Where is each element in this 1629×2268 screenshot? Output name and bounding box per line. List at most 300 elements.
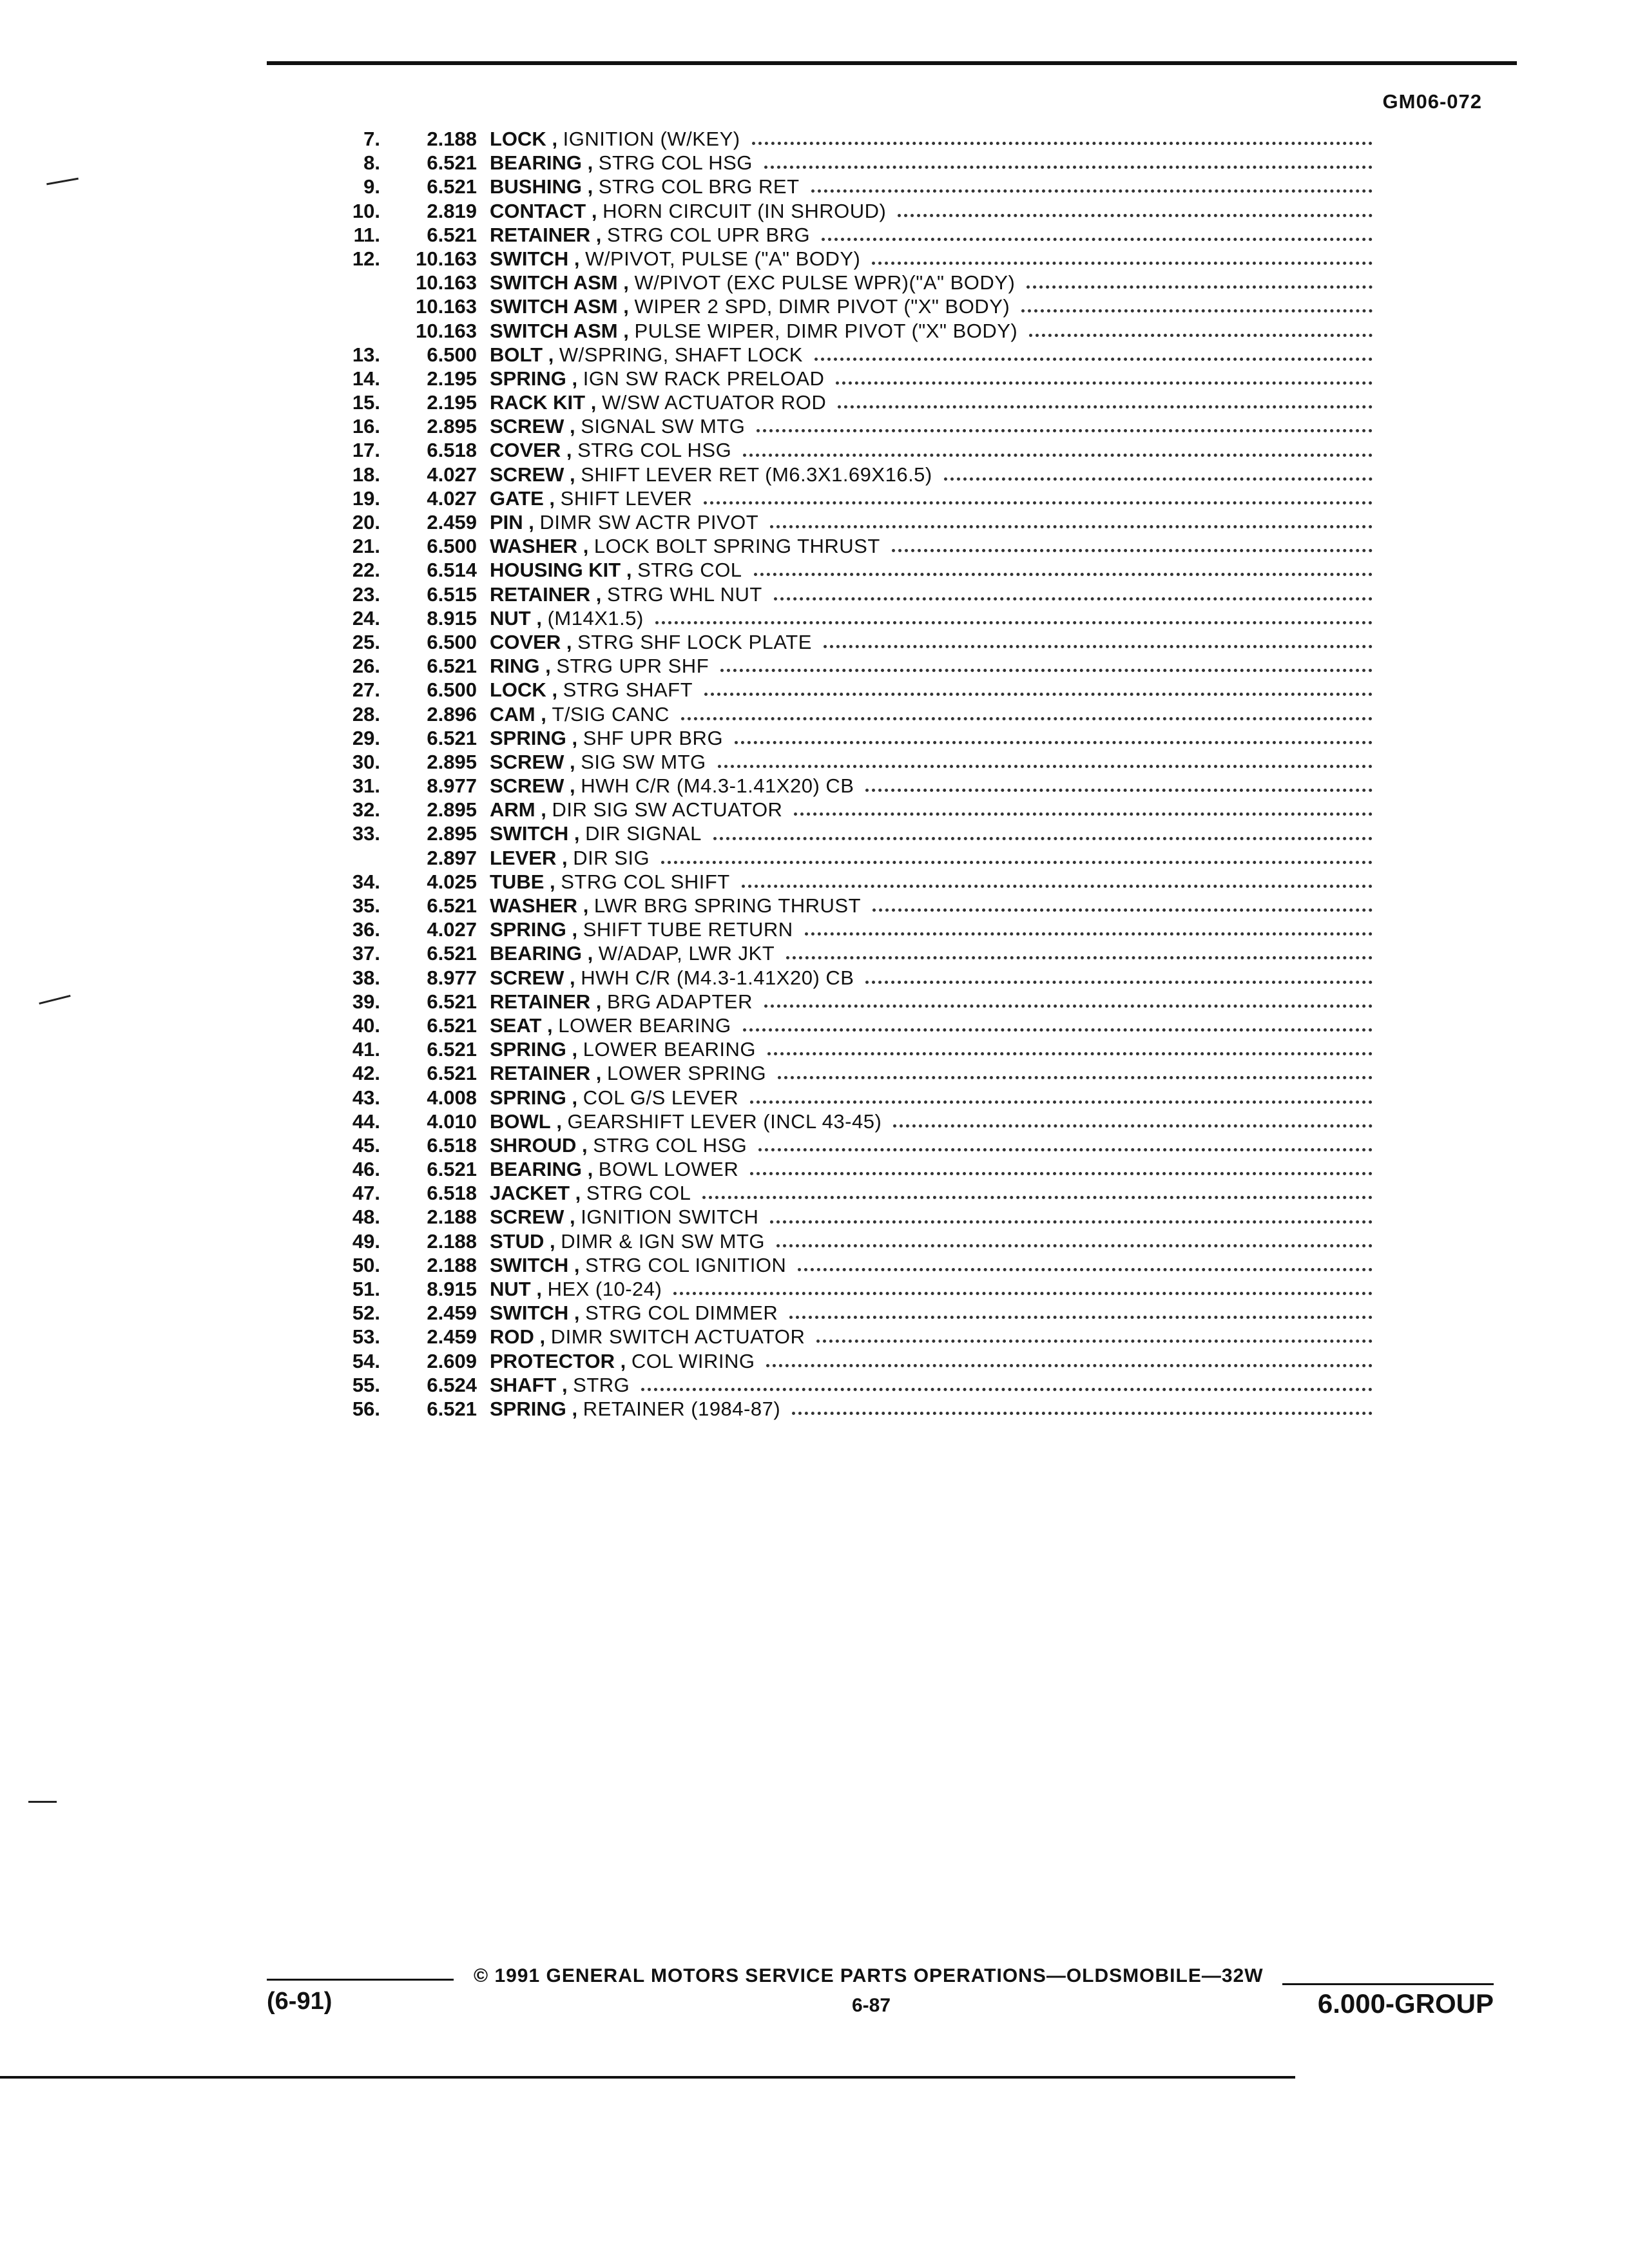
separator: ,	[568, 1253, 586, 1276]
part-description: HWH C/R (M4.3-1.41X20) CB	[581, 774, 854, 798]
part-row	[303, 870, 1373, 894]
part-description: DIR SIGNAL	[585, 822, 702, 845]
item-number: 43.	[352, 1086, 380, 1109]
dot-leader	[776, 1244, 1373, 1247]
group-number: 6.518	[427, 439, 477, 462]
dot-leader	[816, 1340, 1373, 1343]
part-name: SWITCH	[490, 1302, 569, 1325]
item-number: 34.	[352, 870, 380, 893]
part-row	[303, 271, 1373, 295]
group-number: 2.895	[427, 415, 477, 438]
group-number: 6.524	[427, 1373, 477, 1396]
dot-leader	[892, 549, 1373, 552]
part-name: RING	[490, 655, 540, 678]
dot-leader	[1021, 309, 1373, 312]
scan-mark	[28, 1801, 57, 1803]
dot-leader	[774, 597, 1373, 601]
group-number: 4.027	[427, 918, 477, 941]
part-name: RETAINER	[490, 223, 591, 246]
dot-leader	[824, 645, 1373, 648]
group-number: 6.521	[427, 175, 477, 198]
item-number: 47.	[352, 1182, 380, 1205]
group-number: 2.609	[427, 1349, 477, 1372]
part-name: SPRING	[490, 1397, 566, 1420]
part-name: SWITCH	[490, 1253, 569, 1276]
item-number: 53.	[352, 1325, 380, 1349]
part-name: SWITCH ASM	[490, 295, 618, 318]
part-row	[303, 1374, 1373, 1398]
part-row	[303, 1182, 1373, 1206]
separator: ,	[617, 271, 635, 294]
group-number: 6.514	[427, 559, 477, 582]
part-row	[303, 774, 1373, 798]
part-name: LEVER	[490, 846, 557, 869]
part-name: GATE	[490, 486, 544, 510]
part-description: SHIFT LEVER RET (M6.3X1.69X16.5)	[581, 463, 932, 486]
part-description: STRG COL DIMMER	[585, 1302, 778, 1325]
item-number: 41.	[352, 1038, 380, 1061]
separator: ,	[586, 199, 603, 222]
part-row	[303, 583, 1373, 607]
separator: ,	[544, 870, 561, 893]
part-description: DIMR SW ACTR PIVOT	[539, 511, 759, 533]
item-number: 25.	[352, 630, 380, 653]
part-name: RETAINER	[490, 990, 591, 1013]
part-row	[303, 247, 1373, 271]
item-number: 48.	[352, 1206, 380, 1229]
group-number: 4.025	[427, 870, 477, 893]
group-number: 2.459	[427, 1302, 477, 1325]
part-description: W/ADAP, LWR JKT	[598, 942, 775, 965]
part-description: IGN SW RACK PRELOAD	[583, 367, 825, 390]
item-number: 56.	[352, 1397, 380, 1420]
part-row	[303, 151, 1373, 175]
part-description: W/PIVOT, PULSE ("A" BODY)	[585, 247, 861, 270]
separator: ,	[568, 247, 586, 270]
item-number: 16.	[352, 415, 380, 438]
separator: ,	[523, 511, 540, 533]
part-name: JACKET	[490, 1182, 570, 1205]
part-name: BEARING	[490, 151, 582, 175]
dot-leader	[865, 981, 1373, 984]
separator: ,	[590, 223, 607, 246]
part-row	[303, 966, 1373, 990]
item-number: 13.	[352, 343, 380, 366]
part-row	[303, 295, 1373, 319]
separator: ,	[585, 391, 602, 414]
dot-leader	[752, 142, 1373, 145]
part-description: STRG UPR SHF	[556, 655, 709, 678]
separator: ,	[590, 582, 607, 606]
part-name: PIN	[490, 511, 523, 533]
part-description: LOWER BEARING	[558, 1014, 731, 1037]
group-number: 8.915	[427, 606, 477, 629]
part-description: SIG SW MTG	[581, 750, 706, 773]
separator: ,	[566, 367, 583, 390]
separator: ,	[543, 486, 561, 510]
part-description: W/SW ACTUATOR ROD	[601, 391, 827, 414]
separator: ,	[564, 1206, 581, 1229]
part-name: SPRING	[490, 367, 566, 390]
item-number: 37.	[352, 942, 380, 965]
part-name: SWITCH	[490, 822, 569, 845]
part-row	[303, 751, 1373, 774]
group-number: 8.915	[427, 1278, 477, 1300]
part-description: STRG SHF LOCK PLATE	[577, 630, 812, 653]
group-number: 4.008	[427, 1086, 477, 1109]
item-number: 28.	[352, 702, 380, 726]
separator: ,	[564, 774, 581, 798]
part-row	[303, 1350, 1373, 1374]
part-row	[303, 128, 1373, 151]
part-name: ROD	[490, 1325, 534, 1349]
part-description: LWR BRG SPRING THRUST	[593, 894, 862, 917]
part-name: BOLT	[490, 343, 543, 366]
footer-copyright: © 1991 GENERAL MOTORS SERVICE PARTS OPERATIONS—OLDSMOBILE—32W	[474, 1965, 1264, 1986]
part-row	[303, 798, 1373, 822]
part-description: STRG	[573, 1373, 630, 1396]
separator: ,	[564, 750, 581, 773]
dot-leader	[893, 1124, 1373, 1128]
item-number: 51.	[352, 1278, 380, 1300]
part-name: TUBE	[490, 870, 545, 893]
part-description: SHIFT LEVER	[560, 486, 693, 510]
dot-leader	[872, 908, 1373, 912]
dot-leader	[811, 189, 1373, 193]
group-number: 4.027	[427, 486, 477, 510]
part-description: STRG COL	[586, 1182, 691, 1205]
group-number: 2.195	[427, 391, 477, 414]
part-description: IGNITION (W/KEY)	[563, 128, 740, 150]
group-number: 4.010	[427, 1110, 477, 1133]
item-number: 22.	[352, 559, 380, 582]
separator: ,	[564, 966, 581, 989]
item-number: 20.	[352, 511, 380, 533]
dot-leader	[764, 1004, 1373, 1008]
part-name: SCREW	[490, 463, 564, 486]
dot-leader	[789, 1316, 1373, 1319]
part-row	[303, 1134, 1373, 1158]
separator: ,	[568, 822, 586, 845]
item-number: 18.	[352, 463, 380, 486]
item-number: 38.	[352, 966, 380, 989]
item-number: 39.	[352, 990, 380, 1013]
part-row	[303, 175, 1373, 199]
dot-leader	[798, 1268, 1373, 1271]
dot-leader	[681, 717, 1373, 720]
group-number: 6.500	[427, 343, 477, 366]
dot-leader	[822, 238, 1373, 241]
part-name: STUD	[490, 1229, 545, 1253]
part-name: SEAT	[490, 1014, 542, 1037]
footer-rule-left	[267, 1979, 454, 1981]
part-name: BUSHING	[490, 175, 582, 198]
separator: ,	[576, 1133, 593, 1157]
part-description: T/SIG CANC	[552, 702, 670, 726]
item-number: 30.	[352, 750, 380, 773]
item-number: 9.	[363, 175, 380, 198]
item-number: 21.	[352, 535, 380, 558]
part-name: WASHER	[490, 535, 578, 558]
parts-list	[303, 128, 1373, 1421]
dot-leader	[713, 837, 1373, 840]
item-number: 33.	[352, 822, 380, 845]
part-description: HORN CIRCUIT (IN SHROUD)	[602, 199, 887, 222]
part-name: LOCK	[490, 678, 546, 702]
dot-leader	[673, 1292, 1373, 1295]
part-description: DIMR SWITCH ACTUATOR	[550, 1325, 805, 1349]
item-number: 17.	[352, 439, 380, 462]
part-name: WASHER	[490, 894, 578, 917]
part-description: GEARSHIFT LEVER (INCL 43-45)	[567, 1110, 882, 1133]
part-name: RETAINER	[490, 582, 591, 606]
part-description: LOWER SPRING	[607, 1062, 767, 1085]
part-row	[303, 703, 1373, 727]
dot-leader	[750, 1172, 1373, 1175]
item-number: 42.	[352, 1062, 380, 1085]
dot-leader	[767, 1052, 1373, 1055]
part-description: SHIFT TUBE RETURN	[583, 918, 793, 941]
separator: ,	[530, 1278, 548, 1300]
part-description: LOWER BEARING	[583, 1038, 757, 1061]
dot-leader	[641, 1388, 1373, 1391]
part-description: STRG COL UPR BRG	[607, 223, 811, 246]
part-name: LOCK	[490, 128, 546, 150]
group-number: 6.521	[427, 1158, 477, 1181]
part-name: NUT	[490, 1278, 531, 1300]
group-number: 6.521	[427, 726, 477, 749]
part-name: SCREW	[490, 966, 564, 989]
part-row	[303, 727, 1373, 751]
part-row	[303, 559, 1373, 582]
dot-leader	[805, 932, 1373, 936]
part-row	[303, 607, 1373, 631]
dot-leader	[786, 956, 1373, 959]
separator: ,	[581, 1158, 599, 1181]
part-name: SHAFT	[490, 1373, 557, 1396]
item-number: 49.	[352, 1229, 380, 1253]
dot-leader	[770, 1220, 1373, 1224]
separator: ,	[581, 942, 599, 965]
part-description: STRG COL HSG	[593, 1133, 747, 1157]
separator: ,	[534, 1325, 551, 1349]
dot-leader	[778, 1076, 1373, 1079]
part-row	[303, 1398, 1373, 1421]
item-number: 27.	[352, 678, 380, 702]
group-number: 6.515	[427, 582, 477, 606]
dot-leader	[720, 669, 1373, 672]
part-description: STRG COL	[637, 559, 742, 582]
part-row	[303, 631, 1373, 655]
item-number: 26.	[352, 655, 380, 678]
part-name: CONTACT	[490, 199, 586, 222]
part-description: HEX (10-24)	[547, 1278, 662, 1300]
part-row	[303, 511, 1373, 535]
dot-leader	[1029, 334, 1373, 337]
dot-leader	[743, 1028, 1373, 1032]
item-number: 50.	[352, 1253, 380, 1276]
separator: ,	[568, 1302, 586, 1325]
item-number: 12.	[352, 247, 380, 270]
separator: ,	[590, 990, 607, 1013]
part-description: HWH C/R (M4.3-1.41X20) CB	[581, 966, 854, 989]
dot-leader	[872, 262, 1373, 265]
separator: ,	[530, 606, 548, 629]
dot-leader	[758, 1148, 1373, 1151]
part-name: RETAINER	[490, 1062, 591, 1085]
separator: ,	[577, 535, 594, 558]
group-number: 2.195	[427, 367, 477, 390]
group-number: 2.188	[427, 1206, 477, 1229]
part-row	[303, 1110, 1373, 1134]
item-number: 36.	[352, 918, 380, 941]
group-number: 2.188	[427, 1253, 477, 1276]
item-number: 19.	[352, 486, 380, 510]
group-number: 2.819	[427, 199, 477, 222]
part-row	[303, 439, 1373, 463]
part-name: RACK KIT	[490, 391, 586, 414]
part-row	[303, 894, 1373, 918]
group-number: 10.163	[416, 271, 477, 294]
separator: ,	[541, 1014, 559, 1037]
dot-leader	[661, 861, 1373, 864]
part-row	[303, 1014, 1373, 1038]
part-description: LOCK BOLT SPRING THRUST	[593, 535, 880, 558]
group-number: 6.521	[427, 1397, 477, 1420]
separator: ,	[556, 1373, 574, 1396]
group-number: 6.521	[427, 1062, 477, 1085]
part-row	[303, 1325, 1373, 1349]
part-row	[303, 415, 1373, 439]
part-row	[303, 655, 1373, 678]
part-row	[303, 1062, 1373, 1086]
group-number: 6.500	[427, 630, 477, 653]
group-number: 2.895	[427, 822, 477, 845]
part-description: IGNITION SWITCH	[581, 1206, 759, 1229]
group-number: 4.027	[427, 463, 477, 486]
part-description: RETAINER (1984-87)	[583, 1397, 781, 1420]
part-name: SCREW	[490, 750, 564, 773]
part-name: BOWL	[490, 1110, 551, 1133]
part-description: DIR SIG	[573, 846, 650, 869]
item-number: 54.	[352, 1349, 380, 1372]
group-number: 6.521	[427, 1038, 477, 1061]
part-description: STRG WHL NUT	[607, 582, 762, 606]
part-description: (M14X1.5)	[547, 606, 644, 629]
group-number: 8.977	[427, 774, 477, 798]
part-row	[303, 1158, 1373, 1182]
part-row	[303, 1206, 1373, 1229]
part-row	[303, 1230, 1373, 1254]
separator: ,	[535, 702, 552, 726]
group-number: 10.163	[416, 319, 477, 342]
part-row	[303, 320, 1373, 343]
item-number: 11.	[353, 223, 380, 246]
dot-leader	[815, 358, 1373, 361]
separator: ,	[577, 894, 594, 917]
separator: ,	[535, 798, 552, 822]
group-number: 6.500	[427, 535, 477, 558]
part-name: SHROUD	[490, 1133, 577, 1157]
part-description: DIMR & IGN SW MTG	[561, 1229, 765, 1253]
part-row	[303, 1038, 1373, 1062]
bottom-rule	[0, 2076, 1295, 2079]
separator: ,	[570, 1182, 586, 1205]
dot-leader	[865, 789, 1373, 792]
part-description: COL WIRING	[631, 1349, 755, 1372]
separator: ,	[566, 726, 583, 749]
dot-leader	[718, 765, 1373, 768]
part-name: COVER	[490, 630, 561, 653]
part-row	[303, 942, 1373, 966]
scan-mark	[39, 995, 70, 1004]
separator: ,	[581, 151, 599, 175]
part-description: STRG COL HSG	[577, 439, 732, 462]
group-number: 6.521	[427, 894, 477, 917]
part-row	[303, 367, 1373, 391]
separator: ,	[564, 463, 581, 486]
dot-leader	[794, 812, 1373, 816]
part-description: SIGNAL SW MTG	[581, 415, 746, 438]
item-number: 52.	[352, 1302, 380, 1325]
part-row	[303, 678, 1373, 702]
dot-leader	[704, 693, 1373, 696]
separator: ,	[617, 319, 635, 342]
item-number: 15.	[352, 391, 380, 414]
group-number: 6.500	[427, 678, 477, 702]
doc-code: GM06-072	[1382, 90, 1482, 113]
page-number: 6-87	[852, 1995, 891, 2016]
dot-leader	[743, 454, 1373, 457]
item-number: 44.	[352, 1110, 380, 1133]
part-name: BEARING	[490, 1158, 582, 1181]
part-description: COL G/S LEVER	[583, 1086, 739, 1109]
part-description: BOWL LOWER	[598, 1158, 739, 1181]
part-name: SWITCH	[490, 247, 569, 270]
footer-date: (6-91)	[267, 1988, 333, 2015]
part-row	[303, 1278, 1373, 1302]
group-number: 2.188	[427, 128, 477, 150]
item-number: 32.	[352, 798, 380, 822]
group-number: 6.521	[427, 990, 477, 1013]
part-description: WIPER 2 SPD, DIMR PIVOT ("X" BODY)	[634, 295, 1010, 318]
dot-leader	[838, 405, 1373, 408]
part-row	[303, 1086, 1373, 1110]
group-number: 8.977	[427, 966, 477, 989]
separator: ,	[621, 559, 638, 582]
part-name: SPRING	[490, 726, 566, 749]
group-number: 10.163	[416, 295, 477, 318]
part-name: SPRING	[490, 1086, 566, 1109]
separator: ,	[539, 655, 557, 678]
group-number: 6.521	[427, 942, 477, 965]
part-name: CAM	[490, 702, 535, 726]
item-number: 24.	[352, 606, 380, 629]
separator: ,	[543, 343, 559, 366]
part-description: BRG ADAPTER	[607, 990, 753, 1013]
group-number: 2.459	[427, 511, 477, 533]
group-number: 2.459	[427, 1325, 477, 1349]
group-number: 2.896	[427, 702, 477, 726]
item-number: 14.	[352, 367, 380, 390]
dot-leader	[742, 885, 1373, 888]
dot-leader	[757, 429, 1373, 432]
item-number: 46.	[352, 1158, 380, 1181]
part-name: SWITCH ASM	[490, 319, 618, 342]
part-name: NUT	[490, 606, 531, 629]
dot-leader	[898, 214, 1373, 217]
dot-leader	[754, 573, 1373, 576]
